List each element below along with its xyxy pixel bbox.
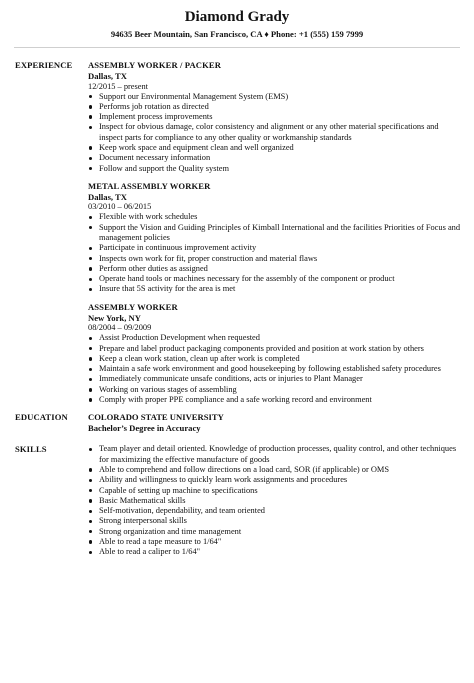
job-title: METAL ASSEMBLY WORKER [88, 180, 211, 191]
header-divider [14, 47, 460, 48]
experience-section [0, 60, 474, 405]
bullet-item: Perform other duties as assigned [88, 264, 464, 274]
bullet-item: Keep a clean work station, clean up after work is completed [88, 354, 464, 364]
skill-item: Able to read a caliper to 1/64" [88, 547, 464, 557]
degree-name: Bachelor’s Degree in Accuracy [88, 423, 201, 434]
skill-item: Self-motivation, dependability, and team oriented [88, 506, 464, 516]
resume-header [0, 0, 474, 40]
skills-list [88, 444, 464, 557]
job-entry [88, 181, 464, 295]
job-dates: 03/2010 – 06/2015 [88, 202, 152, 212]
job-location: New York, NY [88, 312, 141, 323]
job-location: Dallas, TX [88, 191, 127, 202]
bullet-item: Support our Environmental Management System (EMS) [88, 92, 464, 102]
candidate-name: Diamond Grady [184, 9, 290, 25]
school-name: COLORADO STATE UNIVERSITY [88, 412, 224, 423]
skill-item: Strong organization and time management [88, 527, 464, 537]
skill-item: Able to read a tape measure to 1/64" [88, 537, 464, 547]
skills-section [0, 444, 474, 557]
bullet-item: Immediately communicate unsafe conditions, acts or injuries to Plant Manager [88, 374, 464, 384]
bullet-item: Follow and support the Quality system [88, 164, 464, 174]
skill-item: Capable of setting up machine to specifications [88, 486, 464, 496]
job-entry [88, 302, 464, 406]
bullet-item: Maintain a safe work environment and good housekeeping by following established safety procedures [88, 364, 464, 374]
bullet-item: Insure that 5S activity for the area is met [88, 284, 464, 294]
bullet-item: Assist Production Development when requested [88, 333, 464, 343]
skill-item: Team player and detail oriented. Knowledge of production processes, quality control, and other techniques for maximizing the effective manufacture of goods [88, 444, 464, 465]
bullet-item: Document necessary information [88, 153, 464, 163]
skills-label: SKILLS [15, 444, 47, 455]
job-title: ASSEMBLY WORKER [88, 301, 178, 312]
bullet-item: Operate hand tools or machines necessary for the assembly of the component or product [88, 274, 464, 284]
job-title: ASSEMBLY WORKER / PACKER [88, 60, 221, 70]
contact-line: 94635 Beer Mountain, San Francisco, CA ♦ Phone: +1 (555) 159 7999 [110, 29, 364, 39]
job-dates: 12/2015 – present [88, 81, 149, 91]
skill-item: Ability and willingness to quickly learn work assignments and procedures [88, 475, 464, 485]
skill-item: Able to comprehend and follow directions on a load card, SOR (if applicable) or OMS [88, 465, 464, 475]
bullet-item: Support the Vision and Guiding Principles of Kimball International and the facilities Priorities of Focus and management policies [88, 223, 464, 244]
bullet-item: Keep work space and equipment clean and well organized [88, 143, 464, 153]
job-bullets [88, 212, 464, 294]
bullet-item: Comply with proper PPE compliance and a safe working record and environment [88, 395, 464, 405]
bullet-item: Flexible with work schedules [88, 212, 464, 222]
bullet-item: Inspects own work for fit, proper construction and material flaws [88, 254, 464, 264]
skill-item: Strong interpersonal skills [88, 516, 464, 526]
experience-label: EXPERIENCE [15, 60, 73, 70]
education-label: EDUCATION [15, 412, 68, 423]
skill-item: Basic Mathematical skills [88, 496, 464, 506]
job-entry [88, 60, 464, 174]
bullet-item: Implement process improvements [88, 112, 464, 122]
job-bullets [88, 333, 464, 405]
education-section [0, 412, 474, 434]
bullet-item: Performs job rotation as directed [88, 102, 464, 112]
bullet-item: Prepare and label product packaging components provided and position at work station by others [88, 344, 464, 354]
job-location: Dallas, TX [88, 71, 127, 81]
bullet-item: Working on various stages of assembling [88, 385, 464, 395]
job-bullets [88, 92, 464, 174]
bullet-item: Participate in continuous improvement activity [88, 243, 464, 253]
job-dates: 08/2004 – 09/2009 [88, 323, 152, 333]
bullet-item: Inspect for obvious damage, color consistency and alignment or any other material specifications and inspect parts for compliance to any other quality or workmanship standards [88, 122, 464, 143]
